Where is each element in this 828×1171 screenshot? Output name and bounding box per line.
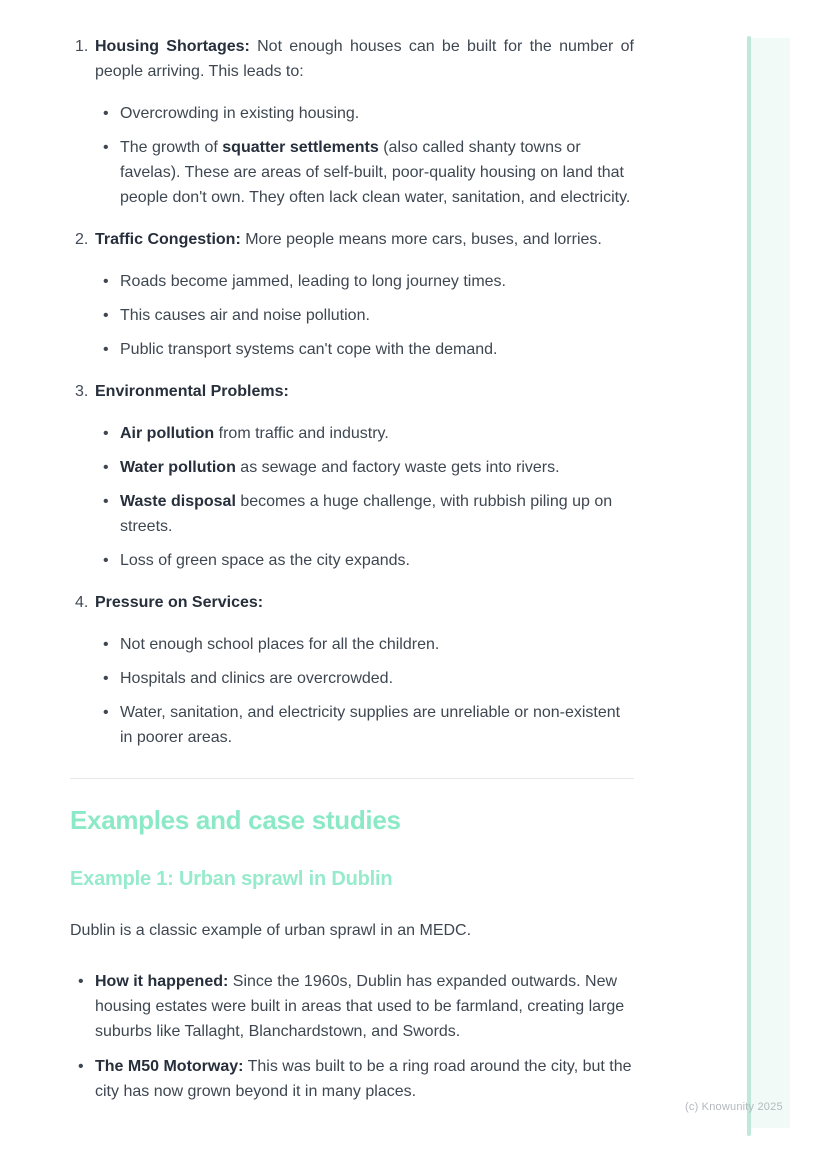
item-number: 3. — [75, 383, 89, 400]
problems-numbered-list — [70, 34, 634, 750]
item-number: 4. — [75, 594, 89, 611]
bullet-item — [95, 666, 634, 691]
text-run: as sewage and factory waste gets into rivers. — [235, 459, 560, 476]
bullet-item — [95, 135, 634, 210]
example-bullet-item — [70, 1054, 634, 1104]
example1-heading: Example 1: Urban sprawl in Dublin — [70, 868, 393, 890]
text-run: The growth of — [120, 139, 223, 156]
bullet-item — [95, 269, 634, 294]
bullet-item — [95, 101, 634, 126]
section-heading-examples: Examples and case studies — [70, 805, 401, 835]
item-title: Environmental Problems: — [95, 383, 289, 400]
section-divider — [70, 778, 634, 779]
document-content — [70, 34, 634, 1114]
text-run: Not enough school places for all the children. — [120, 636, 440, 653]
text-run: from traffic and industry. — [214, 425, 389, 442]
item-bullet-list — [95, 269, 634, 362]
bold-text: How it happened: — [95, 973, 229, 990]
text-run: Since the 1960s, Dublin has expanded outwards. New housing estates were built in areas that used to be farmland, creating large suburbs like Tallaght, Blanchardstown, and Swords. — [95, 973, 625, 1040]
example-bullet-item — [70, 969, 634, 1044]
text-run: Public transport systems can't cope with the demand. — [120, 341, 498, 358]
bullet-item — [95, 548, 634, 573]
item-title: Housing Shortages: — [95, 38, 250, 55]
item-bullet-list — [95, 421, 634, 573]
item-number: 2. — [75, 231, 89, 248]
bullet-item — [95, 700, 634, 750]
numbered-item — [70, 590, 634, 750]
bullet-item — [95, 337, 634, 362]
text-run: This was built to be a ring road around the city, but the city has now grown beyond it in many places. — [95, 1058, 632, 1100]
item-title: Pressure on Services: — [95, 594, 264, 611]
text-run: Loss of green space as the city expands. — [120, 552, 410, 569]
item-bullet-list — [95, 632, 634, 750]
text-run: Roads become jammed, leading to long journey times. — [120, 273, 506, 290]
example1-bullet-list — [70, 969, 634, 1104]
text-run: Hospitals and clinics are overcrowded. — [120, 670, 394, 687]
bullet-item — [95, 421, 634, 446]
item-bullet-list — [95, 101, 634, 210]
text-run: becomes a huge challenge, with rubbish piling up on streets. — [120, 493, 613, 535]
knowunity-watermark: (c) Knowunity 2025 — [685, 1101, 783, 1113]
bold-text: Air pollution — [120, 425, 215, 442]
item-number: 1. — [75, 38, 89, 55]
bullet-item — [95, 489, 634, 539]
text-run: Overcrowding in existing housing. — [120, 105, 360, 122]
bullet-item — [95, 303, 634, 328]
bold-text: Water pollution — [120, 459, 236, 476]
text-run: Water, sanitation, and electricity supplies are unreliable or non-existent in poorer areas. — [120, 704, 621, 746]
numbered-item — [70, 379, 634, 573]
bold-text: squatter settlements — [222, 139, 379, 156]
bold-text: Waste disposal — [120, 493, 236, 510]
bullet-item — [95, 632, 634, 657]
item-text: Traffic Congestion: More people means more cars, buses, and lorries. — [95, 231, 602, 248]
bold-text: The M50 Motorway: — [95, 1058, 244, 1075]
page-edge-wash — [751, 38, 790, 1128]
example1-intro: Dublin is a classic example of urban sprawl in an MEDC. — [70, 922, 472, 939]
text-run: (also called shanty towns or favelas). These are areas of self-built, poor-quality housing on land that people don't own. They often lack clean water, sanitation, and electricity. — [120, 139, 631, 206]
item-text — [95, 379, 634, 404]
item-title: Traffic Congestion: — [95, 231, 241, 248]
bullet-item — [95, 455, 634, 480]
numbered-item — [70, 34, 634, 210]
numbered-item — [70, 227, 634, 362]
item-text — [95, 590, 634, 615]
item-text: Housing Shortages: Not enough houses can be built for the number of people arriving. This leads to: — [95, 38, 634, 80]
text-run: This causes air and noise pollution. — [120, 307, 370, 324]
